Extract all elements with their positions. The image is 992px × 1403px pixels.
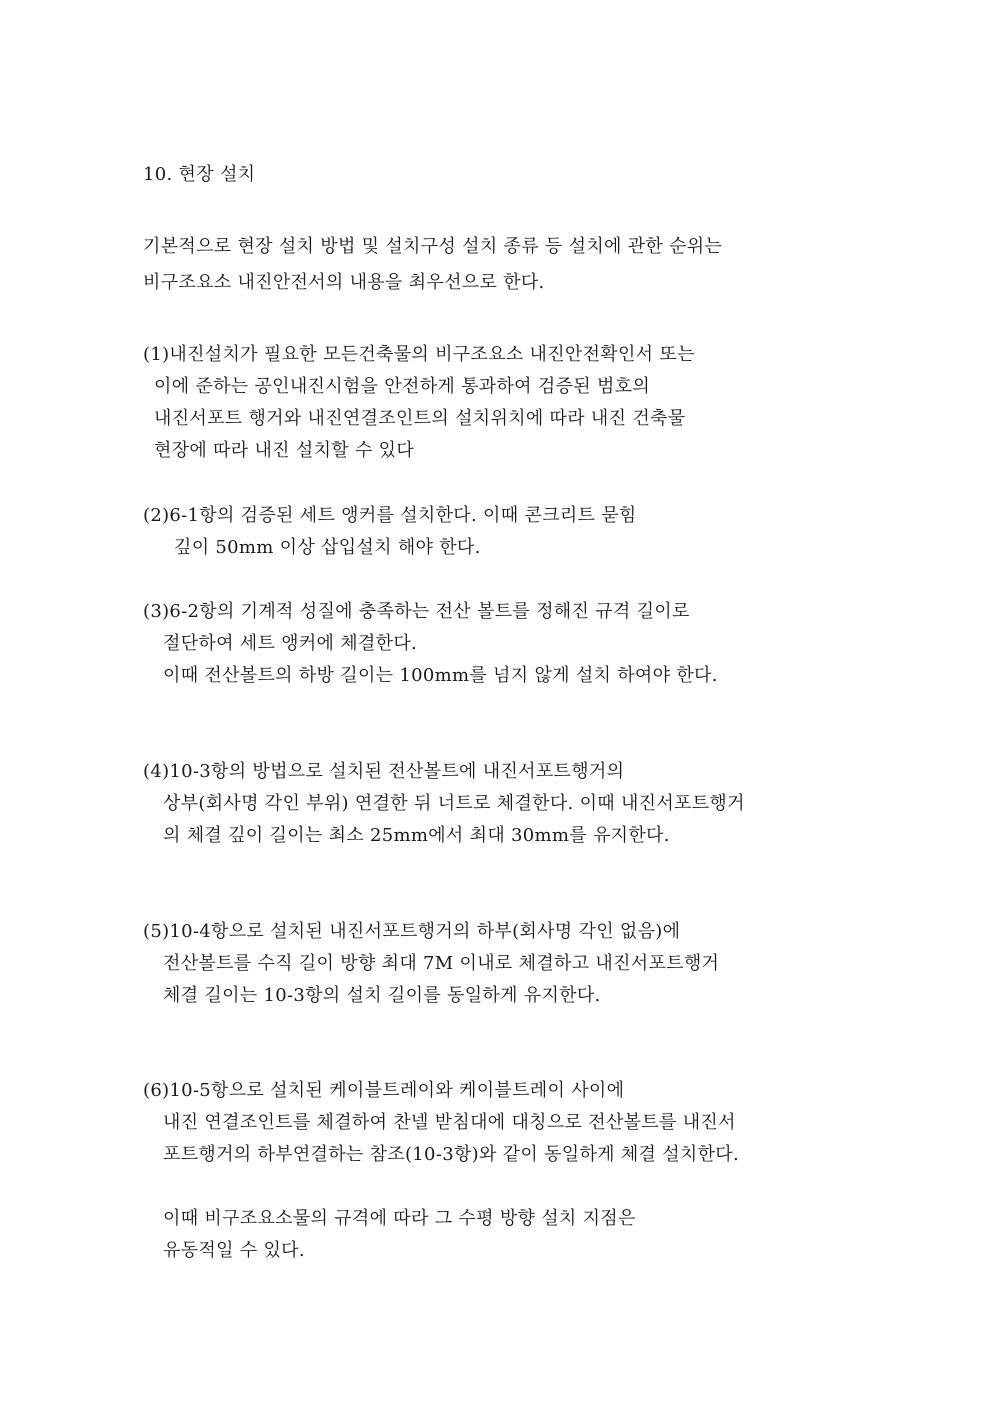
item4-line-3: 의 체결 깊이 길이는 최소 25mm에서 최대 30mm를 유지한다.	[163, 825, 670, 846]
item6-line-5: 유동적일 수 있다.	[163, 1240, 305, 1261]
item4-line-2: 상부(회사명 각인 부위) 연결한 뒤 너트로 체결한다. 이때 내진서포트행거	[163, 793, 745, 814]
item5-line-2: 전산볼트를 수직 길이 방향 최대 7M 이내로 체결하고 내진서포트행거	[163, 953, 720, 974]
item4-line-1: (4)10-3항의 방법으로 설치된 전산볼트에 내진서포트행거의	[143, 761, 625, 782]
item2-line-1: (2)6-1항의 검증된 세트 앵커를 설치한다. 이때 콘크리트 묻힘	[143, 505, 637, 526]
item6-line-3: 포트행거의 하부연결하는 참조(10-3항)와 같이 동일하게 체결 설치한다.	[163, 1144, 740, 1165]
item1-line-3: 내진서포트 행거와 내진연결조인트의 설치위치에 따라 내진 건축물	[154, 408, 686, 429]
item1-line-4: 현장에 따라 내진 설치할 수 있다	[154, 440, 415, 461]
item3-line-2: 절단하여 세트 앵커에 체결한다.	[163, 633, 418, 654]
section-heading: 10. 현장 설치	[143, 164, 256, 185]
item1-line-2: 이에 준하는 공인내진시험을 안전하게 통과하여 검증된 범호의	[154, 376, 651, 397]
intro-line-1: 기본적으로 현장 설치 방법 및 설치구성 설치 종류 등 설치에 관한 순위는	[143, 236, 723, 257]
item3-line-1: (3)6-2항의 기계적 성질에 충족하는 전산 볼트를 정해진 규격 길이로	[143, 601, 690, 622]
item6-line-2: 내진 연결조인트를 체결하여 찬넬 받침대에 대칭으로 전산볼트를 내진서	[163, 1112, 736, 1133]
item6-line-4: 이때 비구조요소물의 규격에 따라 그 수평 방향 설치 지점은	[163, 1208, 636, 1229]
item5-line-3: 체결 길이는 10-3항의 설치 길이를 동일하게 유지한다.	[163, 985, 601, 1006]
item5-line-1: (5)10-4항으로 설치된 내진서포트행거의 하부(회사명 각인 없음)에	[143, 921, 681, 942]
intro-line-2: 비구조요소 내진안전서의 내용을 최우선으로 한다.	[143, 272, 545, 293]
item6-line-1: (6)10-5항으로 설치된 케이블트레이와 케이블트레이 사이에	[143, 1080, 625, 1101]
item1-line-1: (1)내진설치가 필요한 모든건축물의 비구조요소 내진안전확인서 또는	[143, 344, 695, 365]
item2-line-2: 깊이 50mm 이상 삽입설치 해야 한다.	[174, 537, 481, 558]
item3-line-3: 이때 전산볼트의 하방 길이는 100mm를 넘지 않게 설치 하여야 한다.	[163, 665, 718, 686]
